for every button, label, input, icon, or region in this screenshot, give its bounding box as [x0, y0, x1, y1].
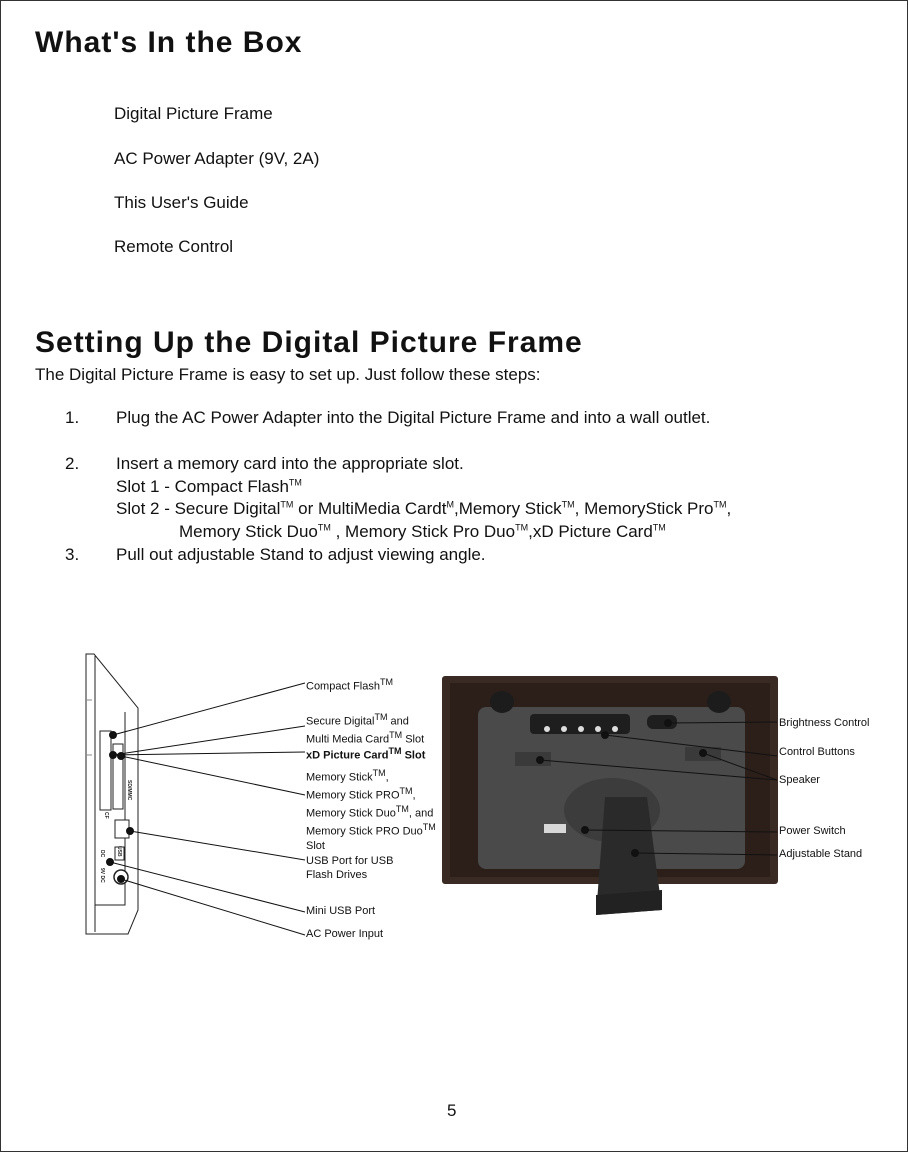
callout-memory-stick [306, 767, 436, 853]
step-1-text: Plug the AC Power Adapter into the Digital Picture Frame and into a wall outlet. [116, 408, 711, 427]
callout-control-buttons: Control Buttons [779, 746, 855, 758]
callout-cf-text: Compact Flash [306, 680, 380, 693]
box-item-remote: Remote Control [114, 237, 234, 256]
back-view-frame [442, 676, 778, 915]
tm-mark: TM [374, 712, 388, 722]
callout-ms-slot: Slot [306, 839, 325, 852]
svg-text:CF: CF [103, 812, 109, 819]
svg-text:DC: DC [99, 850, 105, 858]
callout-power-switch: Power Switch [779, 825, 846, 837]
callout-speaker: Speaker [779, 774, 820, 786]
callout-ms-text: Memory Stick [306, 771, 373, 784]
m-mark: M [446, 499, 454, 510]
callout-mmc-text: Multi Media Card [306, 733, 390, 746]
callout-ac-power: AC Power Input [306, 928, 384, 940]
tm-mark: TM [372, 768, 386, 778]
tm-mark: TM [422, 822, 436, 833]
tm-mark: TM [317, 522, 331, 533]
callout-usb-line2: Flash Drives [306, 868, 368, 881]
callout-xd-text: xD Picture Card [306, 749, 389, 762]
setup-section-title: Setting Up the Digital Picture Frame [35, 326, 583, 359]
callout-usb-line1: USB Port for USB [306, 855, 394, 867]
callout-mini-usb: Mini USB Port [306, 905, 376, 917]
tm-mark: TM [713, 499, 727, 510]
tm-mark: TM [399, 786, 413, 797]
callout-adjustable-stand: Adjustable Stand [779, 848, 863, 860]
step-3-text: Pull out adjustable Stand to adjust viewing angle. [116, 545, 486, 564]
slot1-label: Slot 1 - Compact Flash [116, 477, 289, 496]
step-2-text: Insert a memory card into the appropriate slot. [116, 454, 464, 473]
callout-sd-text: Secure Digital [306, 715, 375, 728]
callout-xd-slot: Slot [401, 749, 426, 762]
callout-ms-pro-comma: , [412, 789, 416, 802]
slot2-ms-pro: , MemoryStick Pro [574, 499, 714, 518]
tm-mark: TM [288, 477, 302, 488]
svg-text:SD/MMC: SD/MMC [126, 780, 132, 801]
callout-ms-comma: , [385, 771, 389, 784]
tm-mark: TM [515, 522, 529, 533]
tm-mark: TM [280, 499, 294, 510]
callout-compact-flash [306, 676, 393, 694]
callout-ms-pro-duo-text: Memory Stick PRO Duo [306, 826, 423, 839]
tm-mark: TM [395, 804, 409, 815]
callout-mmc-slot: Slot [402, 733, 425, 746]
callout-brightness: Brightness Control [779, 717, 870, 729]
step-1-number: 1. [65, 408, 80, 427]
tm-mark: TM [379, 677, 393, 687]
callout-sd-and: and [387, 715, 409, 728]
svg-text:USB: USB [116, 846, 122, 857]
callout-ms-duo-and: , and [408, 807, 434, 820]
slot2-ms: ,Memory Stick [453, 499, 562, 518]
tm-mark: TM [561, 499, 575, 510]
slot2-mmc: or MultiMedia Cardt [293, 499, 447, 518]
callout-secure-digital [306, 711, 424, 747]
slot2-ms-duo: Memory Stick Duo [179, 522, 318, 541]
step-2-number: 2. [65, 454, 80, 473]
callout-usb-port [306, 855, 393, 882]
tm-mark: TM [388, 746, 402, 756]
slot2-sd: Slot 2 - Secure Digital [116, 499, 281, 518]
svg-text:9V DC: 9V DC [99, 868, 105, 883]
tm-mark: TM [652, 522, 666, 533]
tm-mark: TM [389, 730, 403, 741]
callout-xd-card [306, 745, 425, 763]
slot2-ms-pro-duo: , Memory Stick Pro Duo [330, 522, 516, 541]
box-item-guide: This User's Guide [114, 193, 249, 212]
slot2-comma: , [726, 499, 732, 518]
callout-ms-pro-text: Memory Stick PRO [306, 789, 400, 802]
setup-intro: The Digital Picture Frame is easy to set up. Just follow these steps: [35, 365, 541, 384]
box-section-title: What's In the Box [35, 26, 303, 59]
callout-ms-duo-text: Memory Stick Duo [306, 807, 396, 820]
box-item-adapter: AC Power Adapter (9V, 2A) [114, 149, 320, 168]
box-item-frame: Digital Picture Frame [114, 104, 273, 123]
slot2-xd: ,xD Picture Card [528, 522, 653, 541]
page-number: 5 [447, 1101, 457, 1120]
step-3-number: 3. [65, 545, 80, 564]
